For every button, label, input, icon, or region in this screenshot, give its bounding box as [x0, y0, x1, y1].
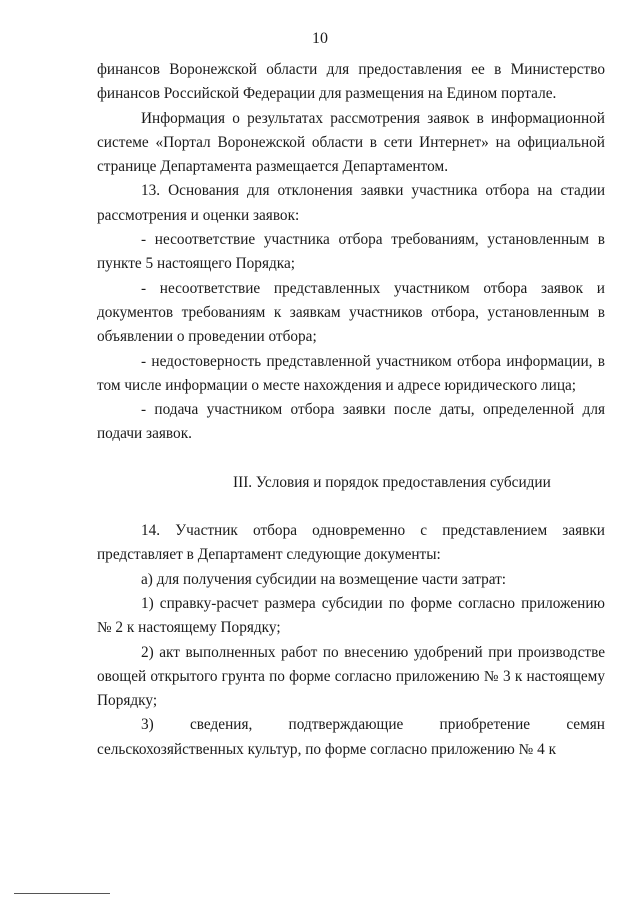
paragraph-item-14: 14. Участник отбора одновременно с представлением заявки представляет в Департамент следующие документы: — [97, 522, 605, 564]
sub-item-3: 3) сведения, подтверждающие приобретение семян сельскохозяйственных культур, по форме согласно приложению № 4 к — [97, 716, 605, 758]
scan-edge-line — [14, 893, 110, 894]
spacer — [97, 495, 605, 519]
paragraph-item-13: 13. Основания для отклонения заявки участника отбора на стадии рассмотрения и оценки заявок: — [97, 182, 605, 224]
list-item: - несоответствие участника отбора требованиям, установленным в пункте 5 настоящего Порядка; — [97, 231, 605, 273]
spacer — [97, 447, 605, 471]
sub-item-a: а) для получения субсидии на возмещение части затрат: — [141, 570, 507, 588]
list-item: - подача участником отбора заявки после даты, определенной для подачи заявок. — [97, 401, 605, 443]
paragraph: финансов Воронежской области для предоставления ее в Министерство финансов Российской Федерации для размещения на Едином портале. — [97, 61, 605, 103]
list-item: - недостоверность представленной участником отбора информации, в том числе информации о месте нахождения и адресе юридического лица; — [97, 352, 605, 394]
list-item: - несоответствие представленных участником отбора заявок и документов требованиям к заявкам участников отбора, установленным в объявлении о проведении отбора; — [97, 279, 605, 346]
document-body — [97, 58, 605, 762]
paragraph: Информация о результатах рассмотрения заявок в информационной системе «Портал Воронежской области в сети Интернет» на официальной странице Департамента размещается Департаментом. — [97, 109, 605, 176]
sub-item-1: 1) справку-расчет размера субсидии по форме согласно приложению № 2 к настоящему Порядку; — [97, 594, 605, 637]
page-number: 10 — [312, 30, 328, 47]
section-heading: III. Условия и порядок предоставления субсидии — [233, 473, 551, 491]
sub-item-2: 2) акт выполненных работ по внесению удобрений при производстве овощей открытого грунта по форме согласно приложению № 3 к настоящему Порядку; — [97, 643, 605, 710]
